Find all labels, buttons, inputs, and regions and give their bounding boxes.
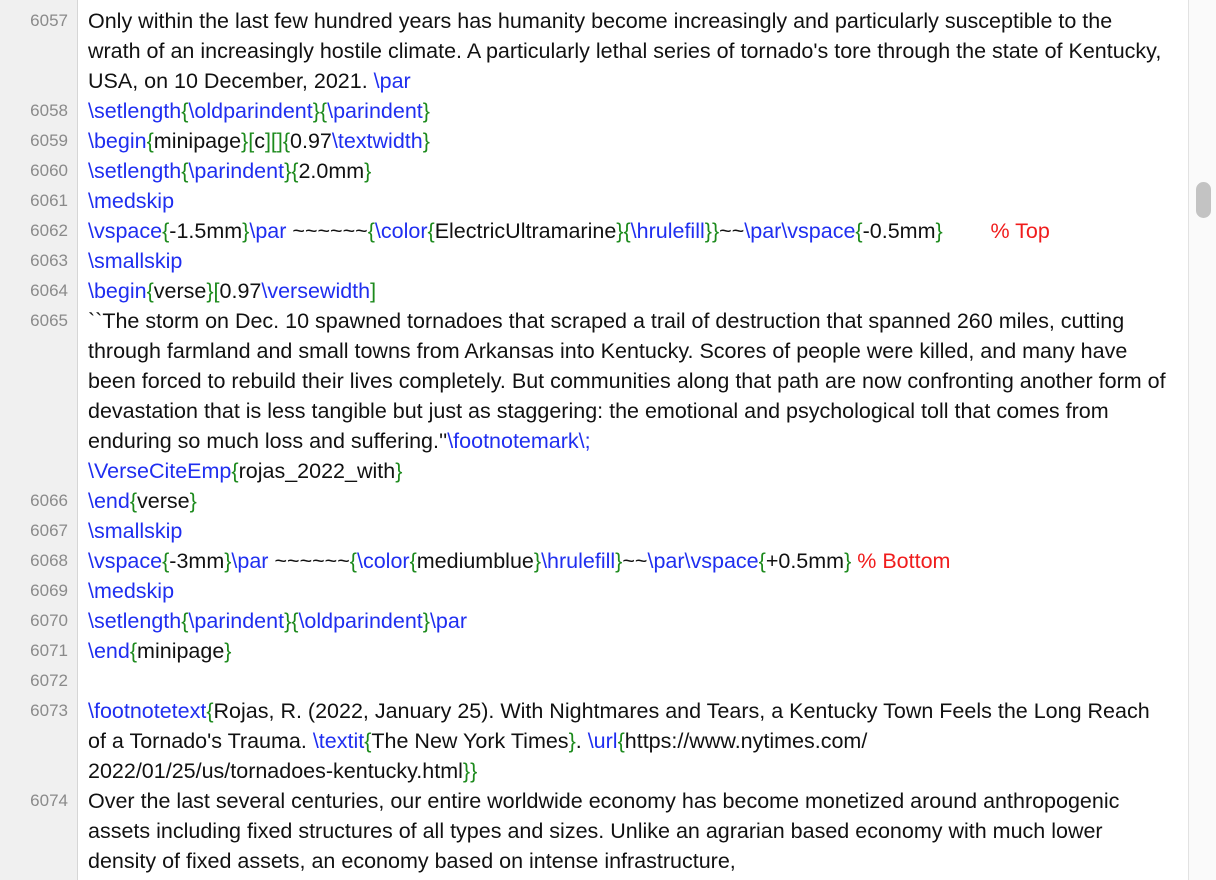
line-number: 6069 bbox=[30, 581, 68, 600]
text: Only within the last few hundred years has humanity become increasingly and particularly susceptible to the wrath of an increasingly hostile climate. A particularly lethal series of tornado's tore through the state of Kentucky, USA, on 10 December, 2021. bbox=[88, 9, 1168, 93]
code-line[interactable] bbox=[0, 576, 1188, 606]
text: 0.97 bbox=[219, 279, 262, 303]
text: minipage bbox=[153, 129, 242, 153]
code-line[interactable] bbox=[0, 546, 1188, 576]
brace: { bbox=[162, 219, 170, 243]
text: ~~ bbox=[719, 219, 745, 243]
line-text[interactable] bbox=[88, 246, 1170, 276]
line-number: 6071 bbox=[30, 641, 68, 660]
code-line[interactable] bbox=[0, 126, 1188, 156]
text: mediumblue bbox=[416, 549, 534, 573]
brace: { bbox=[206, 699, 214, 723]
line-text[interactable] bbox=[88, 216, 1170, 246]
latex-command: \end bbox=[88, 639, 130, 663]
text: https://www.nytimes.com/ 2022/01/25/us/tornadoes-kentucky.html bbox=[88, 729, 868, 783]
latex-command: \textit bbox=[312, 729, 365, 753]
latex-command: \setlength bbox=[88, 159, 182, 183]
latex-command: \versewidth bbox=[261, 279, 371, 303]
brace: { bbox=[409, 549, 417, 573]
latex-command: \par\vspace bbox=[744, 219, 856, 243]
line-number: 6066 bbox=[30, 491, 68, 510]
brace: } bbox=[395, 459, 403, 483]
code-line[interactable] bbox=[0, 156, 1188, 186]
brace: ] bbox=[370, 279, 377, 303]
line-text[interactable] bbox=[88, 276, 1170, 306]
brace: { bbox=[427, 219, 435, 243]
latex-command: \medskip bbox=[88, 189, 175, 213]
brace: }{ bbox=[284, 609, 299, 633]
latex-command: \par bbox=[373, 69, 411, 93]
brace: } bbox=[615, 549, 623, 573]
brace: { bbox=[758, 549, 766, 573]
latex-command: \end bbox=[88, 489, 130, 513]
text: Rojas, R. (2022, January 25). With Nightmares and Tears, a Kentucky Town Feels the Long Reach of a Tornado's Trauma. bbox=[88, 699, 1156, 753]
line-number: 6074 bbox=[30, 791, 68, 810]
line-number: 6073 bbox=[30, 701, 68, 720]
latex-command: \par bbox=[429, 609, 468, 633]
code-line[interactable] bbox=[0, 786, 1188, 876]
line-text[interactable] bbox=[88, 486, 1170, 516]
latex-command: \hrulefill bbox=[630, 219, 705, 243]
brace: { bbox=[855, 219, 863, 243]
text: ElectricUltramarine bbox=[434, 219, 617, 243]
vertical-scrollbar[interactable] bbox=[1188, 0, 1216, 880]
text: The New York Times bbox=[371, 729, 569, 753]
line-number: 6072 bbox=[30, 671, 68, 690]
text: -3mm bbox=[169, 549, 225, 573]
text: ~~~~~~ bbox=[286, 219, 368, 243]
latex-command: \par bbox=[249, 219, 287, 243]
text: verse bbox=[137, 489, 190, 513]
latex-command: \VerseCiteEmp bbox=[88, 459, 232, 483]
code-line[interactable] bbox=[0, 516, 1188, 546]
line-number: 6063 bbox=[30, 251, 68, 270]
code-line[interactable] bbox=[0, 96, 1188, 126]
brace: { bbox=[617, 729, 625, 753]
code-line[interactable] bbox=[0, 276, 1188, 306]
text: verse bbox=[153, 279, 207, 303]
line-text[interactable] bbox=[88, 96, 1170, 126]
line-text[interactable] bbox=[88, 6, 1170, 96]
text: c bbox=[254, 129, 265, 153]
brace: } bbox=[422, 99, 430, 123]
code-line[interactable] bbox=[0, 306, 1188, 486]
latex-command: \footnotetext bbox=[88, 699, 207, 723]
text: -0.5mm bbox=[862, 219, 936, 243]
brace: } bbox=[935, 219, 943, 243]
latex-command: \color bbox=[356, 549, 410, 573]
brace: ][]{ bbox=[264, 129, 291, 153]
code-line[interactable] bbox=[0, 606, 1188, 636]
brace: } bbox=[224, 639, 232, 663]
line-number: 6057 bbox=[30, 11, 68, 30]
line-text[interactable] bbox=[88, 186, 1170, 216]
brace: } bbox=[568, 729, 576, 753]
latex-command: \vspace bbox=[88, 549, 163, 573]
latex-command: \setlength bbox=[88, 99, 182, 123]
brace: { bbox=[181, 99, 189, 123]
latex-command: \parindent bbox=[327, 99, 423, 123]
line-number: 6064 bbox=[30, 281, 68, 300]
latex-command: \begin bbox=[88, 279, 147, 303]
latex-command: \hrulefill bbox=[541, 549, 616, 573]
line-number: 6067 bbox=[30, 521, 68, 540]
brace: { bbox=[231, 459, 239, 483]
text: rojas_2022_with bbox=[238, 459, 396, 483]
line-text[interactable] bbox=[88, 306, 1170, 486]
brace: { bbox=[181, 159, 189, 183]
code-line[interactable] bbox=[0, 186, 1188, 216]
line-number: 6058 bbox=[30, 101, 68, 120]
editor-content[interactable] bbox=[0, 6, 1188, 876]
code-line[interactable] bbox=[0, 6, 1188, 96]
brace: }{ bbox=[284, 159, 299, 183]
code-line[interactable] bbox=[0, 666, 1188, 696]
code-line[interactable] bbox=[0, 486, 1188, 516]
brace: } bbox=[422, 609, 430, 633]
text: -1.5mm bbox=[169, 219, 243, 243]
brace: } bbox=[533, 549, 542, 573]
latex-command: \footnotemark\; bbox=[447, 429, 591, 453]
text: . bbox=[575, 729, 588, 753]
line-text[interactable] bbox=[88, 696, 1170, 786]
brace: }} bbox=[462, 759, 478, 783]
code-line[interactable] bbox=[0, 246, 1188, 276]
brace: } bbox=[844, 549, 852, 573]
scrollbar-thumb[interactable] bbox=[1196, 182, 1211, 218]
line-text[interactable] bbox=[88, 156, 1170, 186]
line-text[interactable] bbox=[88, 636, 1170, 666]
text: 0.97 bbox=[290, 129, 332, 153]
line-text[interactable] bbox=[88, 126, 1170, 156]
brace: } bbox=[422, 129, 430, 153]
latex-command: \smallskip bbox=[88, 249, 183, 273]
text: +0.5mm bbox=[765, 549, 845, 573]
brace: }[ bbox=[241, 129, 255, 153]
brace: } bbox=[189, 489, 197, 513]
latex-command: \par\vspace bbox=[647, 549, 759, 573]
line-number: 6065 bbox=[30, 311, 68, 330]
text: ~~~~~~ bbox=[268, 549, 350, 573]
text bbox=[943, 219, 991, 243]
line-number: 6068 bbox=[30, 551, 68, 570]
line-number: 6059 bbox=[30, 131, 68, 150]
code-line[interactable] bbox=[0, 216, 1188, 246]
brace: { bbox=[146, 129, 154, 153]
text: Over the last several centuries, our entire worldwide economy has become monetized around anthropogenic assets including fixed structures of all types and sizes. Unlike an agrarian based economy with much lower density of fixed assets, an economy based on intense infrastructure, bbox=[88, 789, 1126, 873]
brace: { bbox=[349, 549, 357, 573]
line-text[interactable] bbox=[88, 546, 1170, 576]
latex-command: \textwidth bbox=[331, 129, 423, 153]
latex-command: \begin bbox=[88, 129, 147, 153]
brace: }} bbox=[704, 219, 720, 243]
latex-command: \medskip bbox=[88, 579, 175, 603]
comment: % Top bbox=[990, 219, 1050, 243]
line-number: 6060 bbox=[30, 161, 68, 180]
latex-command: \vspace bbox=[88, 219, 163, 243]
latex-command: \url bbox=[587, 729, 618, 753]
text: 2.0mm bbox=[298, 159, 365, 183]
latex-command: \parindent bbox=[188, 159, 285, 183]
text: ``The storm on Dec. 10 spawned tornadoes that scraped a trail of destruction that spanned 260 miles, cutting through farmland and small towns from Arkansas into Kentucky. Scores of people were killed, and many have been forced to rebuild their lives completely. But communities along that path are now confronting another form of devastation that is less tangible but just as staggering: the emotional and psychological toll that comes from enduring so much loss and suffering.'' bbox=[88, 309, 1172, 453]
latex-command: \setlength bbox=[88, 609, 182, 633]
brace: } bbox=[364, 159, 372, 183]
text: minipage bbox=[137, 639, 225, 663]
text: ~~ bbox=[622, 549, 648, 573]
brace: { bbox=[181, 609, 189, 633]
latex-command: \parindent bbox=[188, 609, 285, 633]
brace: }{ bbox=[616, 219, 631, 243]
brace: { bbox=[146, 279, 154, 303]
latex-command: \oldparindent bbox=[298, 609, 423, 633]
line-number: 6062 bbox=[30, 221, 68, 240]
line-text[interactable] bbox=[88, 666, 1170, 696]
comment: % Bottom bbox=[857, 549, 951, 573]
latex-command: \par bbox=[231, 549, 269, 573]
line-text[interactable] bbox=[88, 576, 1170, 606]
latex-command: \smallskip bbox=[88, 519, 183, 543]
line-text[interactable] bbox=[88, 786, 1170, 876]
brace: }{ bbox=[312, 99, 328, 123]
line-number: 6061 bbox=[30, 191, 68, 210]
brace: { bbox=[364, 729, 372, 753]
latex-command: \oldparindent bbox=[188, 99, 313, 123]
brace: { bbox=[129, 489, 138, 513]
line-number: 6070 bbox=[30, 611, 68, 630]
line-text[interactable] bbox=[88, 516, 1170, 546]
brace: } bbox=[224, 549, 232, 573]
code-line[interactable] bbox=[0, 636, 1188, 666]
latex-command: \color bbox=[374, 219, 428, 243]
brace: { bbox=[367, 219, 375, 243]
brace: } bbox=[242, 219, 250, 243]
code-line[interactable] bbox=[0, 696, 1188, 786]
brace: }[ bbox=[206, 279, 220, 303]
brace: { bbox=[162, 549, 170, 573]
line-text[interactable] bbox=[88, 606, 1170, 636]
brace: { bbox=[129, 639, 138, 663]
